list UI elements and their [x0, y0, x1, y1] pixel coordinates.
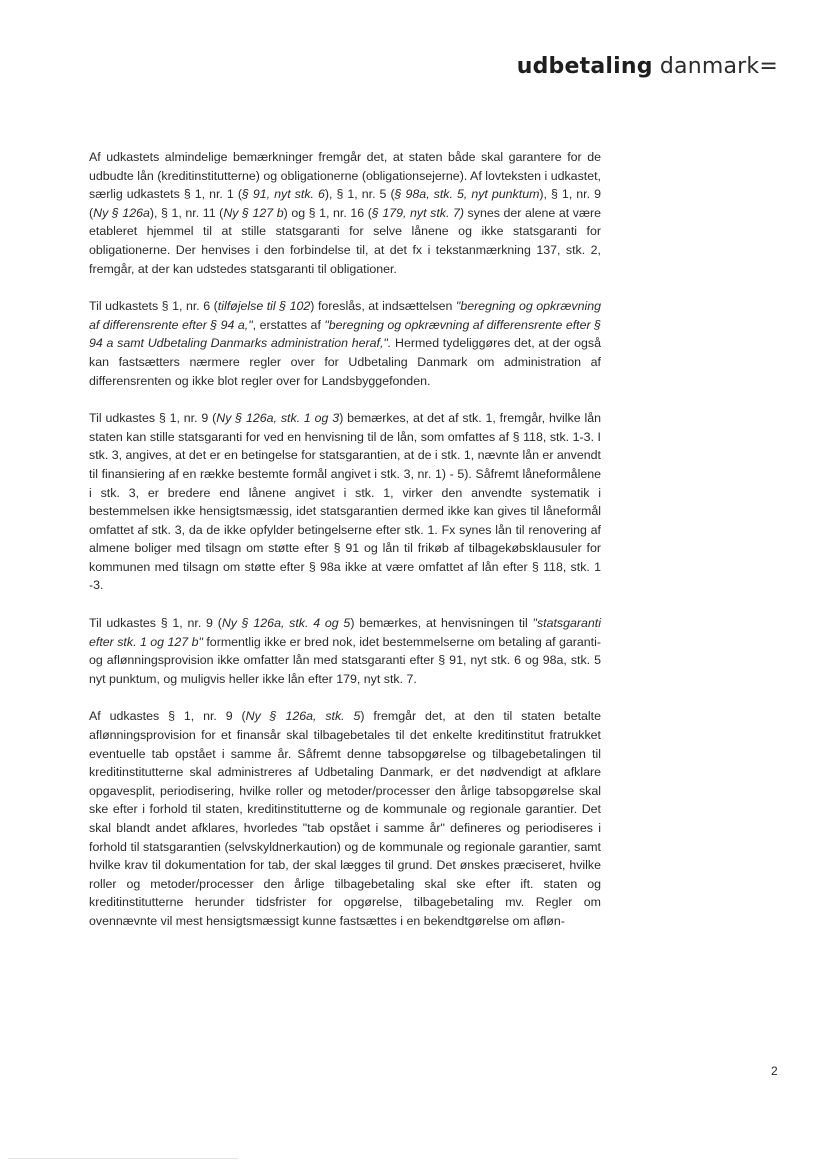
paragraph-text: formentlig ikke er bred nok, idet bestemmelserne om betaling af garanti- og aflønningsprovision ikke omfatter lån med statsgaranti efter § 91, nyt stk. 6 og 98a, stk. 5 nyt punktum, og muligvis heller ikke lån efter 179, nyt stk. 7. — [89, 634, 601, 686]
paragraph-text: ), § 1, nr. 9 ( — [89, 187, 601, 220]
paragraph-text: Til udkastets § 1, nr. 6 ( — [89, 299, 218, 314]
italic-reference: Ny § 127 b — [223, 205, 284, 220]
document-body — [89, 148, 601, 950]
udbetaling-danmark-logo — [517, 54, 778, 79]
paragraph-text: ) bemærkes, at henvisningen til — [350, 616, 533, 631]
body-paragraph — [89, 297, 601, 390]
paragraph-text: ) fremgår det, at den til staten betalte aflønningsprovision for et finansår skal tilbagebetales til det enkelte kreditinstitut fratrukket eventuelle tab opstået i samme år. Såfremt denne tabsopgørelse og tilbagebetalingen til kreditinstitutterne skal administreres af Udbetaling Danmark, er det nødvendigt at afklare opgavesplit, periodisering, hvilke roller og metoder/processer den årlige tabsopgørelse skal ske efter i forhold til staten, kreditinstitutterne og de kommunale og regionale garantier. Det skal blandt andet afklares, hvorledes "tab opstået i samme år" defineres og periodiseres i forhold til statsgarantien (selvskyldnerkaution) og de kommunale og regionale garantier, samt hvilke krav til dokumentation for tab, der skal lægges til grund. Det ønskes præciseret, hvilke roller og metoder/processer den årlige tilbagebetaling skal ske efter ift. staten og kreditinstitutterne herunder tidsfrister for opgørelse, tilbagebetaling mv. Regler om ovennævnte vil mest hensigtsmæssigt kunne fastsættes i en bekendtgørelse om afløn- — [89, 709, 601, 928]
paragraph-text: Til udkastes § 1, nr. 9 ( — [89, 616, 222, 631]
italic-reference: "beregning og opkrævning af differensrente efter § 94 a samt Udbetaling Danmarks administration heraf,". — [89, 317, 601, 351]
paragraph-text: Af udkastets almindelige bemærkninger fremgår det, at staten både skal garantere for de udbudte lån (kreditinstitutterne) og obligationerne (obligationsejerne). Af lovteksten i udkastet, særlig udkastets § 1, nr. 1 ( — [89, 150, 601, 202]
paragraph-text: ) foreslås, at indsættelsen — [310, 299, 456, 314]
italic-reference: Ny § 126a, stk. 4 og 5 — [221, 616, 351, 631]
paragraph-text: synes der alene at være etableret hjemmel til at stille statsgaranti for selve lånene og ikke statsgaranti for obligationerne. Der henvises i den forbindelse til, at det fx i tekstanmærkning 137, stk. 2, fremgår, at der kan udstedes statsgaranti til obligationer. — [89, 205, 601, 276]
body-paragraph — [89, 148, 601, 278]
scan-artifact-line — [8, 1158, 238, 1159]
paragraph-text: ), § 1, nr. 11 ( — [149, 205, 224, 220]
italic-reference: § 91, nyt stk. 6 — [241, 187, 325, 202]
paragraph-text: Til udkastes § 1, nr. 9 ( — [89, 411, 217, 426]
italic-reference: Ny § 126a, stk. 5 — [245, 709, 361, 724]
paragraph-text: Hermed tydeliggøres det, at der også kan fastsætters nærmere regler over for Udbetaling Danmark om administration af differensrenten og ikke blot regler over for Landsbyggefonden. — [89, 336, 601, 388]
logo-light-text: danmark= — [659, 54, 778, 79]
italic-reference: Ny § 126a — [93, 205, 150, 220]
italic-reference: § 98a, stk. 5, nyt punktum — [394, 187, 540, 202]
logo-bold-text: udbetaling — [516, 54, 653, 79]
page-number: 2 — [771, 1064, 778, 1078]
paragraph-text: ) og § 1, nr. 16 ( — [283, 205, 372, 220]
italic-reference: "statsgaranti efter stk. 1 og 127 b" — [89, 616, 601, 649]
paragraph-text: , erstattes af — [252, 317, 325, 332]
italic-reference: § 179, nyt stk. 7) — [371, 205, 464, 220]
body-paragraph — [89, 409, 601, 595]
italic-reference: "beregning og opkrævning af differensrente efter § 94 a," — [89, 299, 601, 332]
body-paragraph — [89, 707, 601, 930]
paragraph-text: ), § 1, nr. 5 ( — [324, 187, 395, 202]
italic-reference: Ny § 126a, stk. 1 og 3 — [216, 411, 340, 426]
italic-reference: tilføjelse til § 102 — [217, 299, 311, 314]
body-paragraph — [89, 614, 601, 688]
paragraph-text: Af udkastes § 1, nr. 9 ( — [89, 709, 246, 724]
paragraph-text: ) bemærkes, at det af stk. 1, fremgår, hvilke lån staten kan stille statsgaranti for ved en henvisning til de lån, som omfattes af § 118, stk. 1-3. I stk. 3, angives, at det er en betingelse for statsgarantien, at de i stk. 1, nævnte lån er anvendt til finansiering af en række bestemte formål angivet i stk. 3, nr. 1) - 5). Såfremt låneformålene i stk. 3, er bredere end lånene angivet i stk. 1, virker den anvendte systematik i bestemmelsen ikke hensigtsmæssig, idet statsgarantien dermed ikke kan gives til låneformål omfattet af stk. 3, da de ikke opfylder betingelserne efter stk. 1. Fx synes lån til renovering af almene boliger med tilsagn om støtte efter § 91 og lån til frikøb af tilbagekøbsklausuler for kommunen med tilsagn om støtte efter § 98a ikke at være omfattet af lån efter § 118, stk. 1 -3. — [89, 411, 601, 593]
